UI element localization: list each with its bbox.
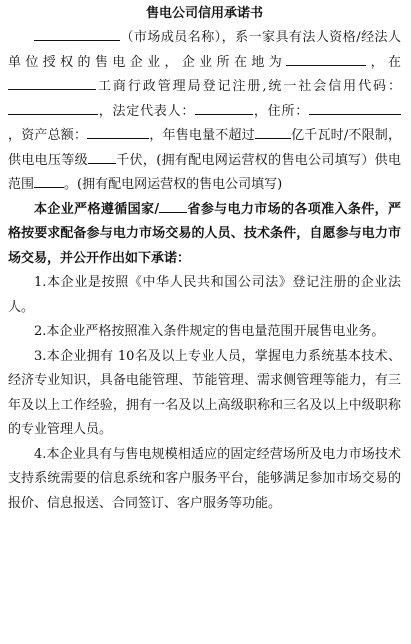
intro-text-6: ，资产总额： [8, 128, 88, 143]
blank-address[interactable] [309, 100, 401, 115]
blank-sales-volume[interactable] [255, 124, 291, 139]
intro-text-4: ，法定代表人： [98, 103, 196, 119]
blank-province[interactable] [159, 198, 187, 213]
intro-paragraph [8, 26, 401, 198]
blank-total-assets[interactable] [87, 124, 149, 139]
commitment-item-2: 2.本企业严格按照准入条件规定的售电量范围开展售电业务。 [34, 324, 385, 339]
intro-text-3: 工商行政管理局登记注册,统一社会信用代码： [96, 79, 401, 94]
commit-text-1: 本企业严格遵循国家/ [34, 201, 160, 217]
blank-market-member-name[interactable] [34, 26, 120, 41]
blank-legal-representative[interactable] [195, 100, 253, 115]
blank-location[interactable] [286, 51, 366, 66]
commit-text-2: 省参与电力市场的各项准入条件，严格按要求配备参与电力市场交易的人员、技术条件，自愿参与电力市场交易，并公开作出如下承诺： [8, 201, 401, 266]
intro-text-7: ，年售电量不超过 [149, 128, 255, 143]
commitment-paragraph [8, 198, 401, 272]
blank-credit-code[interactable] [8, 100, 98, 115]
intro-text-9: 千伏，(拥有配电网运营权的售电公司填写）供电范围 [8, 152, 401, 192]
intro-text-10: 。(拥有配电网运营权的售电公司填写) [64, 177, 283, 192]
blank-registration-bureau[interactable] [8, 75, 96, 90]
blank-supply-area[interactable] [34, 173, 64, 188]
commitment-item-3: 3.本企业拥有 10名及以上专业人员，掌握电力系统基本技术、经济专业知识，具备电能管理、节能管理、需求侧管理等能力，有三年及以上工作经验，拥有一名及以上高级职称和三名及以上中级职称的专业管理人员。 [8, 348, 401, 437]
commitment-item-4: 4.本企业具有与售电规模相适应的固定经营场所及电力市场技术支持系统需要的信息系统和客户服务平台，能够满足参加市场交易的报价、信息报送、合同签订、客户服务等功能。 [8, 446, 401, 511]
commitment-item-1: 1.本企业是按照《中华人民共和国公司法》登记注册的企业法人。 [8, 275, 401, 315]
intro-text-1: （市场成员名称），系一家具有法人资格/经法人单位授权的售电企业，企业所在地为 [8, 30, 401, 70]
intro-text-2: ，在 [366, 54, 401, 70]
document-title: 售电公司信用承诺书 [145, 6, 263, 21]
intro-text-8: 亿千瓦时/不限制，供电电压等级 [8, 128, 401, 168]
intro-text-5: ，住所： [253, 103, 309, 119]
blank-voltage-level[interactable] [88, 149, 116, 164]
